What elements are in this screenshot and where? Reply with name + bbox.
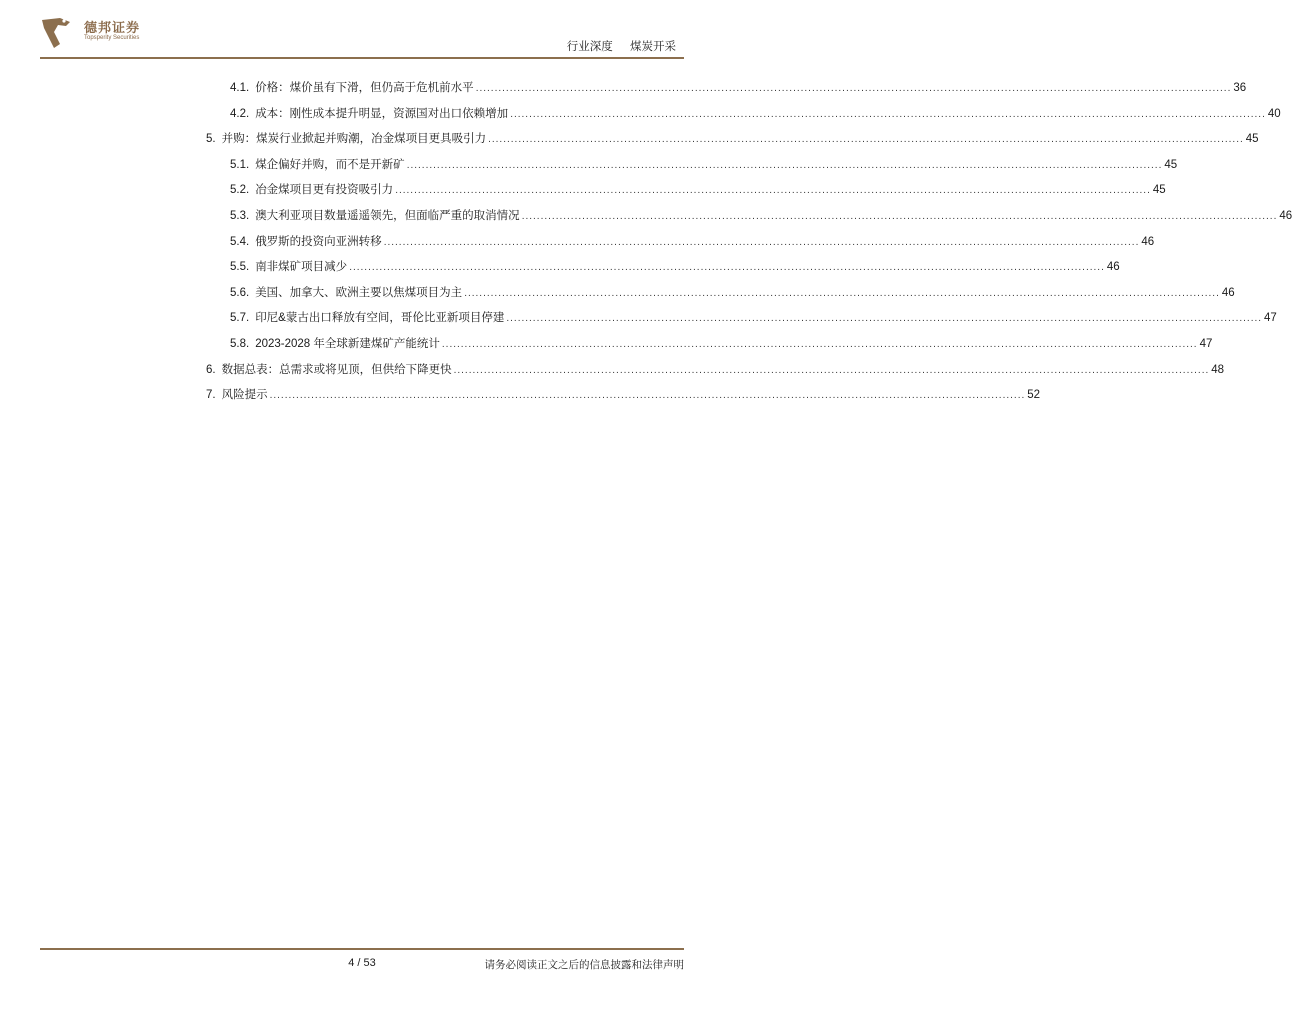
toc-entry-number: 4.1. xyxy=(230,82,250,94)
toc-entry-title: 俄罗斯的投资向亚洲转移 xyxy=(255,235,382,248)
toc-entry-page: 46 xyxy=(1221,286,1235,299)
toc-entry-leader: ........................................................................................................................................................................................................ xyxy=(464,287,1220,299)
toc-entry-number: 5.1. xyxy=(230,158,250,171)
toc-entry-title: 2023-2028 年全球新建煤矿产能统计 xyxy=(255,338,440,350)
toc-entry-page: 47 xyxy=(1264,312,1277,325)
toc-entry-leader: ........................................................................................................................................................................................................ xyxy=(488,134,1244,146)
toc-entry-title: 南非煤矿项目减少 xyxy=(255,261,348,274)
toc-entry-page: 40 xyxy=(1267,107,1281,120)
toc-entry-page: 47 xyxy=(1199,338,1213,350)
toc-entry[interactable] xyxy=(230,106,1281,123)
toc-entry-number: 5.2. xyxy=(230,184,250,197)
toc-entry-number: 6. xyxy=(206,363,216,376)
header-divider xyxy=(40,57,684,59)
toc-entry-page: 46 xyxy=(1106,261,1120,274)
toc-entry-leader: ........................................................................................................................................................................................................ xyxy=(453,364,1210,376)
toc-entry-page: 45 xyxy=(1152,184,1166,197)
toc-entry-leader: ........................................................................................................................................................................................................ xyxy=(349,262,1105,274)
toc-entry[interactable] xyxy=(230,157,1178,174)
toc-entry-title: 数据总表：总需求或将见顶，但供给下降更快 xyxy=(221,363,452,376)
toc-entry[interactable] xyxy=(206,362,1225,379)
toc-entry-leader: ........................................................................................................................................................................................................ xyxy=(383,236,1140,248)
toc-entry-number: 7. xyxy=(206,389,216,402)
toc-entry-page: 36 xyxy=(1233,82,1247,94)
toc-entry-leader: ........................................................................................................................................................................................................ xyxy=(510,108,1266,120)
toc-entry-number: 5.5. xyxy=(230,261,250,274)
toc-entry[interactable] xyxy=(206,131,1259,148)
report-subject: 煤炭开采 xyxy=(630,41,676,53)
brand-name-cn: 德邦证券 xyxy=(84,20,141,35)
toc-entry[interactable] xyxy=(230,310,1277,327)
toc-entry-number: 5.7. xyxy=(230,312,250,325)
toc-entry-title: 冶金煤项目更有投资吸引力 xyxy=(255,184,394,197)
toc-entry-number: 5.3. xyxy=(230,210,250,222)
page-number: 4 / 53 xyxy=(348,957,376,969)
toc-entry-number: 4.2. xyxy=(230,107,250,120)
toc-entry-leader: ........................................................................................................................................................................................................ xyxy=(406,159,1163,171)
page-header xyxy=(0,0,724,60)
toc-entry-page: 52 xyxy=(1027,389,1041,402)
toc-entry-page: 46 xyxy=(1279,210,1292,222)
toc-entry[interactable] xyxy=(230,259,1120,276)
brand-name-en: Topsperity Securities xyxy=(84,35,140,41)
toc-entry[interactable] xyxy=(230,80,1247,97)
toc-entry-title: 成本：刚性成本提升明显，资源国对出口依赖增加 xyxy=(255,107,509,120)
toc-entry-leader: ........................................................................................................................................................................................................ xyxy=(441,339,1198,350)
toc-entry-title: 并购：煤炭行业掀起并购潮，冶金煤项目更具吸引力 xyxy=(221,133,487,146)
brand-logo xyxy=(40,14,180,52)
toc-entry-page: 46 xyxy=(1141,235,1155,248)
toc-entry[interactable] xyxy=(206,387,1041,404)
report-category: 行业深度 xyxy=(566,41,613,53)
toc-entry[interactable] xyxy=(230,285,1235,302)
toc-entry[interactable] xyxy=(230,208,1292,225)
toc-entry-leader: ........................................................................................................................................................................................................ xyxy=(269,390,1026,402)
toc-entry-number: 5.6. xyxy=(230,286,250,299)
toc-entry-leader: ........................................................................................................................................................................................................ xyxy=(521,211,1278,222)
brand-logo-icon xyxy=(40,14,74,50)
toc-entry-page: 48 xyxy=(1211,363,1225,376)
toc-entry-page: 45 xyxy=(1164,158,1178,171)
disclaimer-note: 请务必阅读正文之后的信息披露和法律声明 xyxy=(484,959,684,971)
toc-entry-number: 5.8. xyxy=(230,338,250,350)
toc-entry-leader: ........................................................................................................................................................................................................ xyxy=(395,185,1151,197)
toc-entry[interactable] xyxy=(230,336,1213,353)
toc-entry-title: 印尼&蒙古出口释放有空间，哥伦比亚新项目停建 xyxy=(255,312,505,325)
toc-entry-title: 风险提示 xyxy=(221,389,268,402)
toc-entry-title: 煤企偏好并购，而不是开新矿 xyxy=(255,158,405,171)
toc-entry-number: 5. xyxy=(206,133,216,146)
toc-entry-leader: ........................................................................................................................................................................................................ xyxy=(506,313,1263,325)
toc-entry-title: 澳大利亚项目数量遥遥领先，但面临严重的取消情况 xyxy=(255,210,520,222)
toc-entry-number: 5.4. xyxy=(230,235,250,248)
toc-entry-page: 45 xyxy=(1245,133,1259,146)
footer-divider xyxy=(40,948,684,950)
toc-entry-leader: ........................................................................................................................................................................................................ xyxy=(475,83,1232,94)
toc-entry[interactable] xyxy=(230,234,1155,251)
toc-entry-title: 美国、加拿大、欧洲主要以焦煤项目为主 xyxy=(255,286,463,299)
toc-entry[interactable] xyxy=(230,182,1166,199)
report-tags xyxy=(567,38,676,54)
toc-entry-title: 价格：煤价虽有下滑，但仍高于危机前水平 xyxy=(255,82,474,94)
